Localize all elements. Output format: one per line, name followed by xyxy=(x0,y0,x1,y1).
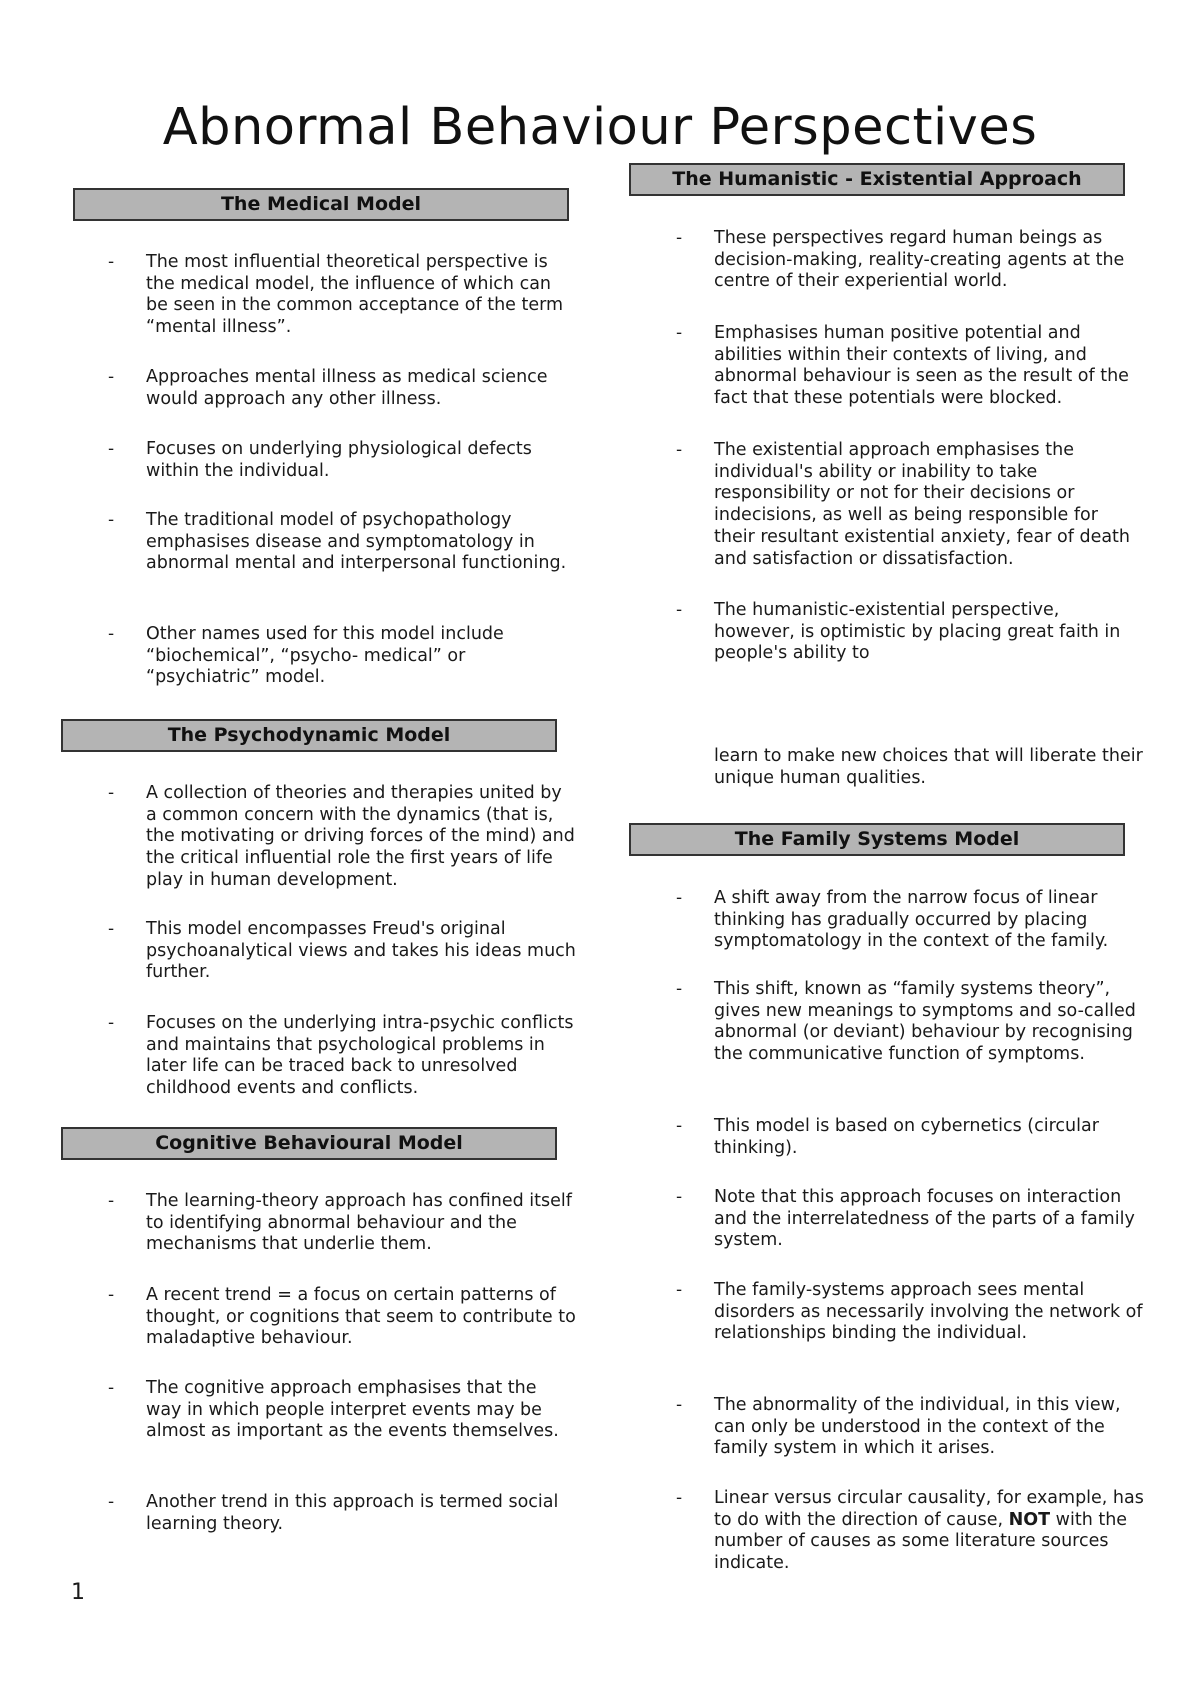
family-item-4: - Note that this approach focuses on interaction and the interrelatedness of the parts of a family system. xyxy=(676,1187,1135,1251)
medical-item-5: - Other names used for this model include “biochemical”, “psycho- medical” or “psychiatric” model. xyxy=(108,624,504,688)
family-item-2: - This shift, known as “family systems theory”, gives new meanings to symptoms and so-called abnormal (or deviant) behaviour by recognising the communicative function of symptoms. xyxy=(676,979,1136,1065)
bullet-dash: - xyxy=(676,440,683,460)
medical-model-heading: The Medical Model xyxy=(73,188,569,221)
cognitive-item-1: - The learning-theory approach has confined itself to identifying abnormal behaviour and the mechanisms that underlie them. xyxy=(108,1191,572,1255)
bullet-dash: - xyxy=(108,1013,115,1033)
bullet-dash: - xyxy=(108,367,115,387)
family-item-5: - The family-systems approach sees mental disorders as necessarily involving the network of relationships binding the individual. xyxy=(676,1280,1143,1344)
bullet-dash: - xyxy=(676,1395,683,1415)
psychodynamic-model-heading: The Psychodynamic Model xyxy=(61,719,557,752)
page-number: 1 xyxy=(71,1580,85,1605)
cognitive-item-4: - Another trend in this approach is termed social learning theory. xyxy=(108,1492,559,1534)
bullet-dash: - xyxy=(108,624,115,644)
emphasis-not: NOT xyxy=(1008,1509,1051,1530)
psychodynamic-item-1: - A collection of theories and therapies united by a common concern with the dynamics (that is, the motivating or driving forces of the mind) and the critical influential role the first years of life play in human development. xyxy=(108,783,575,890)
family-item-3: - This model is based on cybernetics (circular thinking). xyxy=(676,1116,1099,1158)
bullet-dash: - xyxy=(676,323,683,343)
bullet-dash: - xyxy=(676,979,683,999)
humanistic-item-1: - These perspectives regard human beings as decision-making, reality-creating agents at the centre of their experiential world. xyxy=(676,228,1125,292)
cognitive-item-3: - The cognitive approach emphasises that the way in which people interpret events may be almost as important as the events themselves. xyxy=(108,1378,559,1442)
bullet-dash: - xyxy=(108,510,115,530)
bullet-dash: - xyxy=(108,919,115,939)
bullet-dash: - xyxy=(108,1285,115,1305)
bullet-dash: - xyxy=(108,439,115,459)
medical-item-4: - The traditional model of psychopathology emphasises disease and symptomatology in abnormal mental and interpersonal functioning. xyxy=(108,510,567,574)
humanistic-item-2: - Emphasises human positive potential and abilities within their contexts of living, and abnormal behaviour is seen as the result of the fact that these potentials were blocked. xyxy=(676,323,1129,409)
humanistic-item-3: - The existential approach emphasises the individual's ability or inability to take responsibility or not for their decisions or indecisions, as well as being responsible for their resultant existential anxiety, fear of death and satisfaction or dissatisfaction. xyxy=(676,440,1131,569)
bullet-dash: - xyxy=(676,1280,683,1300)
bullet-dash: - xyxy=(676,1187,683,1207)
humanistic-continuation-text: learn to make new choices that will liberate their unique human qualities. xyxy=(714,746,1143,788)
bullet-dash: - xyxy=(676,1488,683,1508)
bullet-dash: - xyxy=(108,783,115,803)
medical-item-1: - The most influential theoretical perspective is the medical model, the influence of which can be seen in the common acceptance of the term “mental illness”. xyxy=(108,252,564,338)
bullet-dash: - xyxy=(676,228,683,248)
bullet-dash: - xyxy=(108,252,115,272)
cognitive-behavioural-model-heading: Cognitive Behavioural Model xyxy=(61,1127,557,1160)
page-title: Abnormal Behaviour Perspectives xyxy=(162,98,1038,157)
family-item-7: - Linear versus circular causality, for example, has to do with the direction of cause, NOT with the number of causes as some literature sources indicate. xyxy=(676,1488,1144,1574)
bullet-dash: - xyxy=(676,888,683,908)
family-item-6: - The abnormality of the individual, in this view, can only be understood in the context of the family system in which it arises. xyxy=(676,1395,1121,1459)
psychodynamic-item-3: - Focuses on the underlying intra-psychic conflicts and maintains that psychological problems in later life can be traced back to unresolved childhood events and conflicts. xyxy=(108,1013,574,1099)
medical-item-2: - Approaches mental illness as medical science would approach any other illness. xyxy=(108,367,548,409)
family-item-1: - A shift away from the narrow focus of linear thinking has gradually occurred by placing symptomatology in the context of the family. xyxy=(676,888,1109,952)
humanistic-item-4: - The humanistic-existential perspective, however, is optimistic by placing great faith in people's ability to xyxy=(676,600,1121,664)
psychodynamic-item-2: - This model encompasses Freud's original psychoanalytical views and takes his ideas much further. xyxy=(108,919,576,983)
bullet-dash: - xyxy=(108,1492,115,1512)
cognitive-item-2: - A recent trend = a focus on certain patterns of thought, or cognitions that seem to contribute to maladaptive behaviour. xyxy=(108,1285,576,1349)
medical-item-3: - Focuses on underlying physiological defects within the individual. xyxy=(108,439,532,481)
bullet-dash: - xyxy=(108,1378,115,1398)
bullet-dash: - xyxy=(108,1191,115,1211)
bullet-dash: - xyxy=(676,1116,683,1136)
bullet-dash: - xyxy=(676,600,683,620)
family-systems-model-heading: The Family Systems Model xyxy=(629,823,1125,856)
humanistic-existential-heading: The Humanistic - Existential Approach xyxy=(629,163,1125,196)
